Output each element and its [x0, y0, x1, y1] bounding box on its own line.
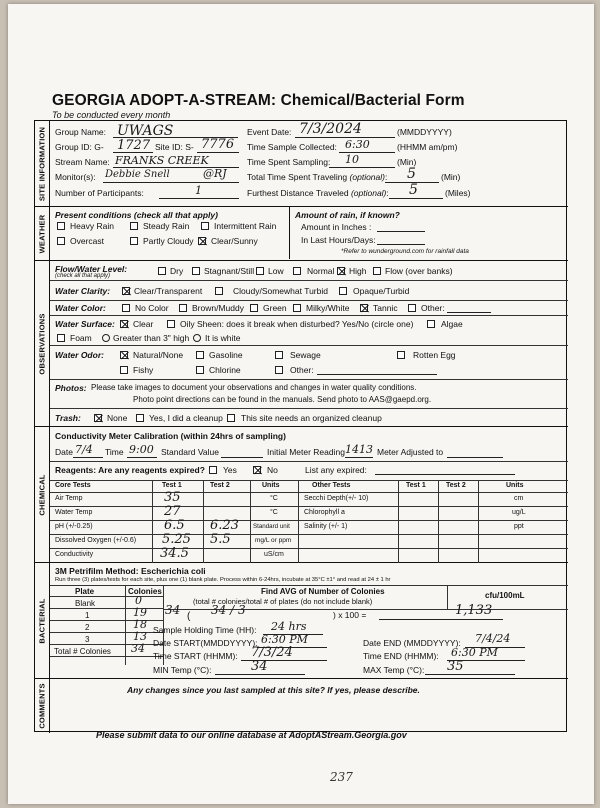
calibration-title: Conductivity Meter Calibration (within 24hrs of sampling) — [55, 431, 286, 441]
participants-value[interactable]: 1 — [195, 184, 202, 197]
amount-inches-label: Amount in Inches : — [301, 222, 372, 232]
table-row-ph: pH (+/-0.25) — [55, 523, 93, 530]
clear-sunny-checkbox[interactable] — [198, 237, 206, 245]
plate-3: 3 — [85, 635, 90, 644]
avg-hw-total[interactable]: 34 — [165, 603, 181, 617]
gasoline-checkbox[interactable] — [196, 351, 204, 359]
comments-area[interactable] — [51, 697, 566, 731]
time-start-value[interactable]: 7/3/24 — [251, 645, 293, 660]
greater-3-label: Greater than 3" high — [113, 333, 190, 343]
dry-label: Dry — [170, 266, 184, 276]
avg-title: Find AVG of Number of Colonies — [261, 587, 385, 596]
cfu-value[interactable]: 1,133 — [455, 603, 493, 618]
standard-value-label: Standard Value — [161, 447, 219, 457]
reagents-label: Reagents: Are any reagents expired? — [55, 465, 205, 475]
chlorine-label: Chlorine — [209, 365, 241, 375]
comments-section — [35, 679, 568, 733]
odor-label: Water Odor: — [55, 350, 104, 360]
water-temp-test1[interactable]: 27 — [164, 504, 181, 519]
chemical-table — [50, 480, 568, 563]
event-date-value[interactable]: 7/3/2024 — [299, 121, 362, 137]
trash-label: Trash: — [55, 413, 81, 423]
min-temp-value[interactable]: 34 — [251, 659, 268, 674]
form-subtitle: To be conducted every month — [52, 110, 171, 120]
reagents-yes-label: Yes — [223, 465, 237, 475]
plate-2: 2 — [85, 623, 90, 632]
colonies-header: Colonies — [128, 587, 162, 596]
bacterial-section: BACTERIAL 3M Petrifilm Method: Escherichia coli Run three (3) plates/tests for each site, plus one (1) blank plate. Process within 6-24hrs, incubate at 35°C ±1° and read at 24 ± 1 hr Plate Colonies Blank 0 1 19 2 18 3 13 Total # Colonies 34 Find AVG of Number of Colonies (total # colonies/total # of plates (do not include blank) cfu/100mL 34 ( 34 / 3 ) x 100 = 1,133 Sample Holding Time (HH): 24 hrs Date START(MMDDYYYY): 6:30 PM Time START (HHMM): 7/3/24 MIN Temp (°C): 34 Date END (MMDDYYYY): 7/4/24 Time END (HHMM): 6:30 PM MAX Temp (°C): 35 — [35, 563, 568, 679]
other-odor-checkbox[interactable] — [275, 366, 283, 374]
photos-text-1: Please take images to document your observations and changes in water quality conditions. — [91, 383, 417, 392]
brown-muddy-checkbox[interactable] — [179, 304, 187, 312]
color-label: Water Color: — [55, 303, 106, 313]
meter-adjusted-label: Meter Adjusted to — [377, 447, 444, 457]
observations-label: OBSERVATIONS — [35, 261, 50, 426]
photos-label: Photos: — [55, 383, 87, 393]
date-start-value[interactable]: 6:30 PM — [261, 633, 308, 646]
colonies-3[interactable]: 13 — [133, 630, 147, 643]
oily-sheen-label: Oily Sheen: does it break when disturbed? Yes/No (circle one) — [180, 319, 414, 329]
heavy-rain-checkbox[interactable] — [57, 222, 65, 230]
table-row-do: Dissolved Oxygen (+/-0.6) — [55, 537, 137, 544]
green-checkbox[interactable] — [250, 304, 258, 312]
avg-hw-division[interactable]: 34 / 3 — [211, 603, 246, 617]
clear-sunny-label: Clear/Sunny — [211, 236, 258, 246]
time-sample-label: Time Sample Collected: — [247, 142, 337, 152]
gasoline-label: Gasoline — [209, 350, 243, 360]
chlorophyll-label: Chlorophyll a — [304, 509, 345, 516]
water-temp-units: °C — [270, 509, 278, 516]
trash-none-label: None — [107, 413, 128, 423]
do-units: mg/L or ppm — [255, 537, 292, 544]
heavy-rain-label: Heavy Rain — [70, 221, 114, 231]
ph-test2[interactable]: 6.23 — [210, 518, 239, 533]
high-label: High — [349, 266, 367, 276]
do-test1[interactable]: 5.25 — [162, 532, 191, 547]
salinity-units: ppt — [514, 523, 524, 530]
conductivity-test1[interactable]: 34.5 — [160, 546, 189, 561]
partly-cloudy-checkbox[interactable] — [130, 237, 138, 245]
surface-clear-label: Clear — [133, 319, 154, 329]
flow-over-label: Flow (over banks) — [385, 266, 453, 276]
salinity-label: Salinity (+/- 1) — [304, 523, 348, 530]
calib-date-label: Date — [55, 447, 73, 457]
time-start-label: Time START (HHMM): — [153, 651, 238, 661]
max-temp-label: MAX Temp (°C): — [363, 665, 425, 675]
trash-cleanup-label: Yes, I did a cleanup — [149, 413, 223, 423]
natural-none-label: Natural/None — [133, 350, 184, 360]
time-spent-unit: (Min) — [397, 157, 417, 167]
total-colonies-value[interactable]: 34 — [131, 642, 145, 655]
event-date-label: Event Date: — [247, 127, 292, 137]
opaque-turbid-label: Opaque/Turbid — [353, 286, 410, 296]
clarity-label: Water Clarity: — [55, 286, 111, 296]
footer-text: Please submit data to our online database at AdoptAStream.Georgia.gov — [96, 730, 407, 740]
participants-label: Number of Participants: — [55, 188, 144, 198]
bacterial-label: BACTERIAL — [35, 563, 50, 678]
air-temp-units: °C — [270, 495, 278, 502]
holding-time-value[interactable]: 24 hrs — [271, 620, 307, 633]
dry-checkbox[interactable] — [158, 267, 166, 275]
rotten-egg-checkbox[interactable] — [397, 351, 405, 359]
brown-muddy-label: Brown/Muddy — [192, 303, 244, 313]
sewage-label: Sewage — [290, 350, 321, 360]
group-name-value[interactable]: UWAGS — [117, 123, 174, 139]
tannic-label: Tannic — [373, 303, 398, 313]
ph-units: Standard unit — [253, 523, 290, 530]
observations-section — [35, 261, 568, 427]
chemical-section — [35, 427, 568, 563]
steady-rain-label: Steady Rain — [143, 221, 190, 231]
site-id-label: Site ID: S- — [155, 142, 194, 152]
normal-checkbox[interactable] — [293, 267, 301, 275]
reagents-no-label: No — [267, 465, 278, 475]
date-start-label: Date START(MMDDYYYY): — [153, 638, 258, 648]
stagnant-checkbox[interactable] — [192, 267, 200, 275]
site-info-section — [35, 121, 568, 207]
chemical-label: CHEMICAL — [35, 427, 50, 562]
time-end-value[interactable]: 6:30 PM — [451, 646, 498, 659]
do-test2[interactable]: 5.5 — [210, 532, 231, 547]
time-sample-value[interactable]: 6:30 — [345, 138, 370, 151]
total-travel-label: Total Time Spent Traveling (optional): — [247, 172, 388, 182]
event-date-format: (MMDDYYYY) — [397, 127, 452, 137]
flow-note: (check all that apply) — [55, 273, 111, 279]
it-is-white-label: It is white — [205, 333, 241, 343]
trash-cleanup-checkbox[interactable] — [136, 414, 144, 422]
it-is-white-radio[interactable] — [193, 334, 201, 342]
clear-transparent-checkbox[interactable] — [122, 287, 130, 295]
other-color-checkbox[interactable] — [408, 304, 416, 312]
max-temp-value[interactable]: 35 — [447, 659, 464, 674]
chlorophyll-units: ug/L — [512, 509, 526, 516]
avg-formula: (total # colonies/total # of plates (do not include blank) — [193, 597, 373, 606]
header-other-units: Units — [506, 482, 524, 489]
chlorine-checkbox[interactable] — [196, 366, 204, 374]
ph-test1[interactable]: 6.5 — [164, 518, 185, 533]
colonies-1[interactable]: 19 — [133, 606, 147, 619]
header-core-tests: Core Tests — [55, 482, 91, 489]
header-units: Units — [262, 482, 280, 489]
steady-rain-checkbox[interactable] — [130, 222, 138, 230]
other-odor-label: Other: — [290, 365, 314, 375]
header-other-test1: Test 1 — [406, 482, 426, 489]
list-expired-label: List any expired: — [305, 465, 367, 475]
colonies-2[interactable]: 18 — [133, 618, 147, 631]
plate-blank: Blank — [75, 599, 96, 608]
time-spent-label: Time Spent Sampling: — [247, 157, 331, 167]
low-checkbox[interactable] — [256, 267, 264, 275]
monitors-label: Monitor(s): — [55, 172, 96, 182]
table-row-air-temp: Air Temp — [55, 495, 83, 502]
time-spent-value[interactable]: 10 — [345, 153, 359, 166]
photos-text-2: Photo point directions can be found in the manuals. Send photo to AAS@gaepd.org. — [133, 395, 432, 404]
monitors-value[interactable]: Debbie Snell — [105, 169, 170, 180]
opaque-turbid-checkbox[interactable] — [339, 287, 347, 295]
sewage-checkbox[interactable] — [275, 351, 283, 359]
page-number: 237 — [330, 770, 353, 784]
reagents-no-checkbox[interactable] — [253, 466, 261, 474]
intermittent-rain-label: Intermittent Rain — [214, 221, 277, 231]
algae-checkbox[interactable] — [427, 320, 435, 328]
overcast-checkbox[interactable] — [57, 237, 65, 245]
other-color-label: Other: — [421, 303, 445, 313]
header-test1: Test 1 — [162, 482, 182, 489]
header-test2: Test 2 — [210, 482, 230, 489]
comments-prompt: Any changes since you last sampled at this site? If yes, please describe. — [127, 685, 420, 695]
plate-header: Plate — [75, 587, 95, 596]
calib-time-value[interactable]: 9:00 — [129, 443, 154, 456]
cfu-label: cfu/100mL — [485, 591, 525, 600]
x100-label: ) x 100 = — [333, 610, 367, 620]
initial-reading-value[interactable]: 1413 — [345, 443, 373, 456]
reagents-yes-checkbox[interactable] — [209, 466, 217, 474]
table-row-water-temp: Water Temp — [55, 509, 93, 516]
rotten-egg-label: Rotten Egg — [413, 350, 456, 360]
stream-name-value[interactable]: FRANKS CREEK — [115, 154, 209, 167]
present-conditions-title: Present conditions (check all that apply) — [55, 210, 218, 220]
clear-transparent-label: Clear/Transparent — [134, 286, 203, 296]
flow-label: Flow/Water Level: — [55, 264, 128, 274]
foam-label: Foam — [70, 333, 92, 343]
low-label: Low — [268, 266, 284, 276]
rain-amount-title: Amount of rain, if known? — [295, 210, 400, 220]
foam-checkbox[interactable] — [57, 334, 65, 342]
total-travel-value[interactable]: 5 — [407, 166, 416, 182]
calib-time-label: Time — [105, 447, 124, 457]
fishy-label: Fishy — [133, 365, 154, 375]
site-info-label: SITE INFORMATION — [35, 121, 50, 206]
form-title: GEORGIA ADOPT-A-STREAM: Chemical/Bacterial Form — [52, 92, 465, 109]
method-title: 3M Petrifilm Method: Escherichia coli — [55, 566, 206, 576]
monitors-extra: @RJ — [203, 167, 227, 180]
tannic-checkbox[interactable] — [360, 304, 368, 312]
high-checkbox[interactable] — [337, 267, 345, 275]
no-color-label: No Color — [135, 303, 169, 313]
green-label: Green — [263, 303, 287, 313]
total-travel-unit: (Min) — [441, 172, 461, 182]
date-end-label: Date END (MMDDYYYY): — [363, 638, 461, 648]
stream-name-label: Stream Name: — [55, 157, 110, 167]
trash-organized-checkbox[interactable] — [227, 414, 235, 422]
comments-label: COMMENTS — [35, 679, 50, 733]
calib-date-value[interactable]: 7/4 — [75, 443, 93, 456]
natural-none-checkbox[interactable] — [120, 351, 128, 359]
holding-time-label: Sample Holding Time (HH): — [153, 625, 257, 635]
site-id-value[interactable]: 7776 — [201, 137, 235, 152]
rainfall-reference: *Refer to wunderground.com for rainfall data — [341, 248, 469, 255]
last-hours-label: In Last Hours/Days: — [301, 235, 376, 245]
min-temp-label: MIN Temp (°C): — [153, 665, 212, 675]
initial-reading-label: Initial Meter Reading — [267, 447, 345, 457]
oily-sheen-checkbox[interactable] — [167, 320, 175, 328]
weather-section — [35, 207, 568, 261]
flow-over-checkbox[interactable] — [373, 267, 381, 275]
secchi-label: Secchi Depth(+/- 10) — [304, 495, 369, 502]
surface-label: Water Surface: — [55, 319, 115, 329]
furthest-label: Furthest Distance Traveled (optional): — [247, 188, 389, 198]
group-id-value[interactable]: 1727 — [117, 138, 151, 153]
greater-3-radio[interactable] — [102, 334, 110, 342]
time-sample-format: (HHMM am/pm) — [397, 142, 458, 152]
surface-clear-checkbox[interactable] — [120, 320, 128, 328]
intermittent-rain-checkbox[interactable] — [201, 222, 209, 230]
fishy-checkbox[interactable] — [120, 366, 128, 374]
furthest-value[interactable]: 5 — [409, 182, 418, 198]
cloudy-turbid-label: Cloudy/Somewhat Turbid — [233, 286, 328, 296]
total-colonies-label: Total # Colonies — [54, 647, 111, 656]
group-id-label: Group ID: G- — [55, 142, 104, 152]
trash-none-checkbox[interactable] — [94, 414, 102, 422]
stagnant-label: Stagnant/Still — [204, 266, 255, 276]
secchi-units: cm — [514, 495, 524, 502]
overcast-label: Overcast — [70, 236, 105, 246]
conductivity-units: uS/cm — [264, 551, 284, 558]
milky-white-label: Milky/White — [306, 303, 350, 313]
milky-white-checkbox[interactable] — [293, 304, 301, 312]
colonies-blank[interactable]: 0 — [135, 594, 142, 607]
normal-label: Normal — [307, 266, 335, 276]
header-other-test2: Test 2 — [446, 482, 466, 489]
method-note: Run three (3) plates/tests for each site, plus one (1) blank plate. Process within 6-24hrs, incubate at 35°C ±1° and read at 24 ± 1 hr — [55, 577, 391, 583]
header-other-tests: Other Tests — [312, 482, 351, 489]
form-grid — [34, 120, 567, 732]
partly-cloudy-label: Partly Cloudy — [143, 236, 194, 246]
algae-label: Algae — [441, 319, 463, 329]
time-end-label: Time END (HHMM): — [363, 651, 439, 661]
furthest-unit: (Miles) — [445, 188, 471, 198]
air-temp-test1[interactable]: 35 — [164, 490, 181, 505]
table-row-conductivity: Conductivity — [55, 551, 94, 558]
plate-1: 1 — [85, 611, 90, 620]
trash-organized-label: This site needs an organized cleanup — [241, 413, 382, 423]
weather-label: WEATHER — [35, 207, 50, 260]
no-color-checkbox[interactable] — [122, 304, 130, 312]
date-end-value[interactable]: 7/4/24 — [475, 632, 511, 645]
group-name-label: Group Name: — [55, 127, 107, 137]
cloudy-turbid-checkbox[interactable] — [215, 287, 223, 295]
